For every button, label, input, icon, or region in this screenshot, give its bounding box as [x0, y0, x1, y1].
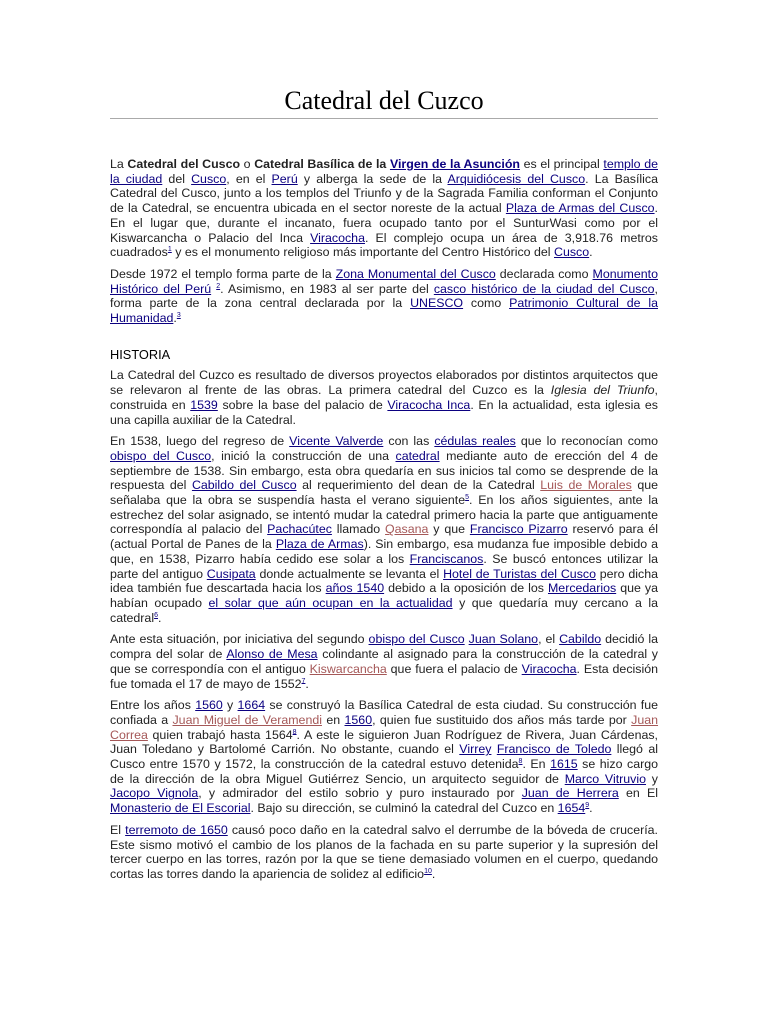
- link-plaza-armas[interactable]: Plaza de Armas: [275, 537, 364, 552]
- link-obispo-cusco[interactable]: obispo del Cusco: [368, 632, 465, 647]
- text-run: . A este le siguieron Juan Rodríguez de Rivera, Juan Cárdenas, Juan Toledano y Bartolomé Carrión. No obstante, cuando el: [110, 727, 658, 757]
- link-1560[interactable]: 1560: [344, 712, 373, 727]
- paragraph-historia-1: [110, 368, 658, 427]
- link-vicente-valverde[interactable]: Vicente Valverde: [289, 434, 384, 449]
- link-plaza-armas[interactable]: Plaza de Armas del Cusco: [505, 201, 655, 216]
- text-run: reservó para él (actual Portal de Panes de la: [110, 522, 659, 552]
- text-run: causó poco daño en la catedral salvo el derrumbe de la bóveda de crucería. Este sismo motivó el cambio de los planos de la fachada en su parte superior y la supresión del tercer cuerpo en las torres, razón por la que se tiene demasiado volumen en el cuerpo, quedando cortas las torres dando la apariencia de solidez al edificio: [110, 822, 659, 881]
- article: [110, 0, 658, 889]
- footnote-ref[interactable]: 8: [518, 757, 523, 765]
- link-patrimonio[interactable]: Patrimonio Cultural de la Humanidad: [110, 296, 658, 326]
- link-cusco[interactable]: Cusco: [554, 245, 590, 260]
- link-templo-ciudad[interactable]: templo de la ciudad: [110, 157, 658, 186]
- text-run: y es el monumento religioso más importante del Centro Histórico del: [171, 245, 554, 260]
- link-mercedarios[interactable]: Mercedarios: [547, 581, 617, 596]
- text-run: es el principal: [519, 157, 604, 171]
- text-run: . En el lugar que, durante el incanato, fuera ocupado tanto por el SunturWasi como por el Kiswarcancha o Palacio del Inca: [110, 201, 658, 245]
- footnote-ref[interactable]: 1: [167, 246, 172, 254]
- text-run: y: [222, 698, 238, 713]
- text-run: sobre la base del palacio de: [217, 397, 388, 412]
- text-run: , el: [538, 632, 560, 647]
- link-1654[interactable]: 1654: [557, 801, 586, 816]
- text-run: . El complejo ocupa un área de 3,918.76 metros cuadrados: [110, 230, 658, 260]
- text-run: Ante esta situación, por iniciativa del segundo: [110, 632, 369, 647]
- text-run: Desde 1972 el templo forma parte de la: [110, 266, 336, 281]
- text-run: y alberga la sede de la: [297, 171, 448, 186]
- link-francisco-toledo[interactable]: Francisco de Toledo: [496, 742, 612, 757]
- link-anos-1540[interactable]: años 1540: [325, 581, 385, 596]
- link-virrey[interactable]: Virrey: [459, 742, 492, 757]
- link-qasana[interactable]: Qasana: [385, 522, 429, 537]
- link-1560[interactable]: 1560: [195, 698, 223, 713]
- footnote-ref[interactable]: 8: [292, 728, 297, 736]
- text-run: En 1538, luego del regreso de: [110, 434, 290, 449]
- text-run: , inició la construcción de una: [211, 448, 396, 463]
- bold-term: Catedral Basílica de la: [254, 157, 387, 171]
- title-divider: [110, 118, 658, 119]
- text-run: decidió la compra del solar de: [110, 632, 658, 662]
- text-run: .: [305, 676, 309, 691]
- text-run: , forma parte de la zona central declarada por la: [110, 281, 658, 311]
- link-terremoto-1650[interactable]: terremoto de 1650: [125, 822, 228, 837]
- text-run: que ya habían ocupado: [110, 581, 658, 610]
- text-run: en El: [618, 786, 658, 801]
- footnote-ref[interactable]: 7: [301, 677, 306, 685]
- text-run: La: [110, 157, 128, 171]
- link-casco-historico[interactable]: casco histórico de la ciudad del Cusco: [433, 281, 655, 296]
- text-run: que fuera el palacio de: [386, 661, 522, 676]
- link-cabildo[interactable]: Cabildo: [559, 632, 602, 647]
- text-run: pero dicha idea también fue descartada hacia los: [110, 566, 658, 596]
- link-viracocha[interactable]: Viracocha: [521, 661, 577, 676]
- text-run: , construida en: [110, 383, 658, 412]
- text-run: del: [162, 171, 192, 186]
- text-run: .: [589, 245, 593, 260]
- link-juan-correa[interactable]: Juan Correa: [110, 712, 659, 742]
- text-run: y que: [428, 522, 470, 537]
- page-title: Catedral del Cuzco: [284, 86, 484, 115]
- text-run: . En los años siguientes, ante la estrechez del solar asignado, se intentó mudar la catedral primero hacia la parte que antiguamente correspondía al palacio del: [110, 493, 658, 537]
- link-marco-vitruvio[interactable]: Marco Vitruvio: [564, 771, 647, 786]
- link-hotel-turistas[interactable]: Hotel de Turistas del Cusco: [443, 566, 596, 581]
- text-run: debido a la oposición de los: [384, 581, 548, 596]
- text-run: El: [110, 822, 126, 837]
- text-run: en: [321, 712, 345, 727]
- link-viracocha[interactable]: Viracocha: [310, 230, 365, 245]
- link-cabildo-cusco[interactable]: Cabildo del Cusco: [191, 478, 297, 493]
- footnote-ref[interactable]: 10: [424, 867, 432, 875]
- link-viracocha-inca[interactable]: Viracocha Inca: [387, 397, 471, 412]
- link-franciscanos[interactable]: Franciscanos: [409, 551, 484, 566]
- paragraph-historia-2: [110, 434, 658, 625]
- footnote-ref[interactable]: 9: [585, 802, 590, 809]
- link-juan-solano[interactable]: Juan Solano: [468, 632, 539, 647]
- footnote-ref[interactable]: 2: [216, 282, 221, 290]
- link-kiswarcancha[interactable]: Kiswarcancha: [309, 661, 387, 676]
- text-run: Entre los años: [110, 698, 196, 713]
- text-run: , quien fue sustituido dos años más tarde por: [372, 712, 632, 727]
- text-run: llamado: [331, 522, 386, 537]
- link-juan-miguel-veramendi[interactable]: Juan Miguel de Veramendi: [172, 712, 322, 727]
- link-juan-herrera[interactable]: Juan de Herrera: [521, 786, 619, 801]
- link-1539[interactable]: 1539: [190, 397, 218, 412]
- text-run: ). Sin embargo, esa mudanza fue imposible debido a que, en 1538, Pizarro había cedido ese solar a los: [110, 537, 658, 566]
- text-run: que señalaba que la obra se suspendía hasta el verano siguiente: [110, 478, 658, 508]
- link-jacopo-vignola[interactable]: Jacopo Vignola: [110, 786, 199, 801]
- text-run: mediante auto de erección del 4 de septiembre de 1538. Sin embargo, esta obra quedaría en sus inicios tal como se desprende de la respuesta del: [110, 448, 658, 493]
- link-pachacutec[interactable]: Pachacútec: [267, 522, 332, 537]
- paragraph-historia-5: [110, 823, 658, 882]
- footnote-ref[interactable]: 3: [176, 311, 181, 319]
- bold-term: Catedral del Cusco: [127, 157, 241, 171]
- text-run: con las: [383, 434, 435, 449]
- link-luis-morales[interactable]: Luis de Morales: [540, 478, 632, 493]
- text-run: colindante al asignado para la construcción de la catedral y que se correspondía con el antiguo: [110, 647, 658, 676]
- article-body: [110, 157, 658, 882]
- text-run: . La Basílica Catedral del Cusco, junto a los templos del Triunfo y de la Sagrada Familia conforman el Conjunto de la Catedral, se encuentra ubicada en el sector noreste de la actual: [110, 171, 658, 216]
- link-zona-monumental[interactable]: Zona Monumental del Cusco: [335, 266, 496, 281]
- text-run: o: [240, 157, 255, 171]
- link-peru[interactable]: Perú: [271, 171, 298, 186]
- paragraph-historia-3: [110, 632, 658, 691]
- paragraph-zona-monumental: [110, 267, 658, 326]
- intro-paragraph: [110, 157, 658, 260]
- link-arquidiocesis[interactable]: Arquidiócesis del Cusco: [447, 171, 586, 186]
- link-monasterio-escorial[interactable]: Monasterio de El Escorial: [110, 801, 251, 816]
- link-solar-actual[interactable]: el solar que aún ocupan en la actualidad: [208, 595, 453, 610]
- link-cedulas-reales[interactable]: cédulas reales: [434, 434, 516, 449]
- paragraph-historia-4: [110, 698, 658, 816]
- text-run: declarada como: [495, 266, 593, 281]
- text-run: llegó al Cusco entre 1570 y 1572, la construcción de la catedral estuvo detenida: [110, 742, 658, 772]
- link-cusipata[interactable]: Cusipata: [206, 566, 256, 581]
- text-run: .: [158, 610, 162, 625]
- text-run: como: [463, 296, 510, 311]
- link-1664[interactable]: 1664: [237, 698, 266, 713]
- text-run: .: [173, 311, 177, 326]
- link-1615[interactable]: 1615: [550, 757, 578, 772]
- text-run: , y admirador del estilo sobrio y puro instaurado por: [198, 786, 522, 801]
- text-run: y que quedaría muy cercano a la catedral: [110, 595, 658, 625]
- text-run: La Catedral del Cuzco es resultado de diversos proyectos elaborados por distintos arquitectos que se relevaron al frente de las obras. La primera catedral del Cuzco es la: [110, 368, 658, 398]
- text-run: . Bajo su dirección, se culminó la catedral del Cuzco en: [250, 801, 558, 816]
- link-virgen-asuncion[interactable]: Virgen de la Asunción: [389, 157, 520, 171]
- text-run: . Esta decisión fue tomada el 17 de mayo de 1552: [110, 661, 659, 691]
- text-run: se construyó la Basílica Catedral de esta ciudad. Su construcción fue confiada a: [110, 698, 658, 727]
- footnote-ref[interactable]: 5: [465, 493, 470, 501]
- text-run: y: [646, 771, 658, 786]
- link-alonso-mesa[interactable]: Alonso de Mesa: [226, 647, 318, 662]
- text-run: . Asimismo, en 1983 al ser parte del: [220, 281, 434, 296]
- text-run: se hizo cargo de la dirección de la obra Miguel Gutiérrez Sencio, un arquitecto seguidor de: [110, 757, 658, 786]
- text-run: quien trabajó hasta 1564: [147, 727, 293, 742]
- link-catedral[interactable]: catedral: [395, 448, 440, 463]
- link-unesco[interactable]: UNESCO: [410, 296, 464, 311]
- text-run: , en el: [226, 171, 272, 186]
- footnote-ref[interactable]: 6: [154, 611, 158, 619]
- text-run: al requerimiento del dean de la Catedral: [296, 478, 541, 493]
- text-run: .: [431, 866, 436, 881]
- text-run: . Se buscó entonces utilizar la parte del antiguo: [110, 551, 658, 581]
- text-run: . En: [522, 757, 551, 772]
- text-run: . En la actualidad, esta iglesia es una capilla auxiliar de la Catedral.: [110, 397, 658, 427]
- text-run: .: [589, 801, 593, 816]
- text-run: donde actualmente se levanta el: [255, 566, 444, 581]
- link-monumento-historico[interactable]: Monumento Histórico del Perú: [110, 266, 658, 296]
- text-run: que lo reconocían como: [515, 434, 658, 449]
- link-francisco-pizarro[interactable]: Francisco Pizarro: [469, 522, 568, 537]
- section-heading-historia: HISTORIA: [110, 346, 171, 362]
- link-obispo-cusco[interactable]: obispo del Cusco: [110, 448, 212, 463]
- italic-term: Iglesia del Triunfo: [550, 383, 655, 398]
- link-cusco[interactable]: Cusco: [191, 171, 227, 186]
